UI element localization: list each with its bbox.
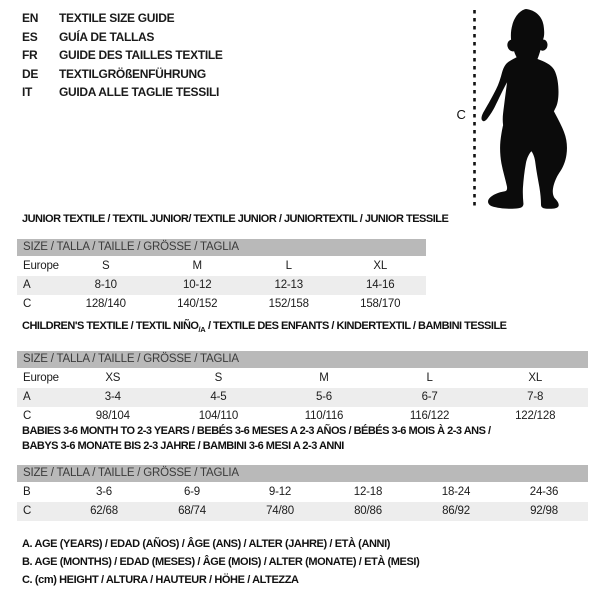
language-row-de — [22, 65, 223, 84]
language-title-block — [22, 9, 223, 102]
size-cell: 5-6 — [315, 391, 332, 403]
size-cell: 158/170 — [360, 298, 401, 310]
size-cell: 14-16 — [366, 279, 395, 291]
size-cell: 140/152 — [177, 298, 218, 310]
size-cell: 152/158 — [268, 298, 309, 310]
size-table-header: SIZE / TALLA / TAILLE / GRÖSSE / TAGLIA — [17, 239, 426, 256]
table-row-height — [17, 407, 588, 426]
size-cell: 104/110 — [198, 410, 239, 422]
size-table-header: SIZE / TALLA / TAILLE / GRÖSSE / TAGLIA — [17, 351, 588, 368]
size-cell: 3-4 — [104, 391, 121, 403]
row-label: A — [23, 391, 31, 403]
table-row-height — [17, 502, 588, 521]
size-cell: 7-8 — [527, 391, 544, 403]
section-title-children — [22, 320, 507, 334]
table-row-age — [17, 388, 588, 407]
table-row-age-months — [17, 483, 588, 502]
page-title-fr: GUIDE DES TAILLES TEXTILE — [59, 48, 223, 62]
size-cell: 3-6 — [95, 486, 113, 498]
size-cell: 80/86 — [354, 505, 382, 517]
page-title-it: GUIDA ALLE TAGLIE TESSILI — [59, 85, 220, 99]
row-label: C — [23, 298, 32, 310]
language-row-en — [22, 9, 223, 28]
size-cell: S — [102, 260, 110, 272]
table-row-europe — [17, 369, 588, 388]
size-cell: 62/68 — [90, 505, 118, 517]
size-cell: 122/128 — [515, 410, 556, 422]
row-label: A — [23, 279, 31, 291]
section-title-children-pre: CHILDREN'S TEXTILE / TEXTIL NIÑO — [22, 320, 199, 332]
language-code: FR — [22, 48, 38, 62]
footnote-c: C. (cm) HEIGHT / ALTURA / HAUTEUR / HÖHE / ALTEZZA — [22, 574, 299, 586]
table-row-age — [17, 276, 426, 295]
size-cell: XS — [105, 372, 121, 384]
size-cell: L — [285, 260, 292, 272]
size-cell: 9-12 — [268, 486, 292, 498]
section-title-children-sub: /A — [198, 325, 206, 335]
table-row-height — [17, 295, 426, 314]
size-cell: XL — [373, 260, 388, 272]
size-cell: 86/92 — [442, 505, 470, 517]
footnote-a: A. AGE (YEARS) / EDAD (AÑOS) / ÂGE (ANS) / ALTER (JAHRE) / ETÀ (ANNI) — [22, 538, 390, 550]
size-cell: M — [319, 372, 329, 384]
language-row-fr — [22, 46, 223, 65]
row-label: C — [23, 410, 32, 422]
size-cell: L — [426, 372, 433, 384]
size-cell: 12-18 — [353, 486, 383, 498]
size-cell: 68/74 — [178, 505, 206, 517]
section-title-babies-line2: BABYS 3-6 MONATE BIS 2-3 JAHRE / BAMBINI 3-6 MESI A 2-3 ANNI — [22, 440, 344, 452]
size-table-children — [17, 351, 588, 426]
table-row-europe — [17, 257, 426, 276]
size-cell: 98/104 — [95, 410, 130, 422]
language-row-es — [22, 28, 223, 47]
size-table-junior — [17, 239, 426, 314]
page-title-es: GUÍA DE TALLAS — [59, 29, 155, 44]
size-cell: 8-10 — [94, 279, 117, 291]
language-row-it — [22, 83, 223, 102]
row-label: C — [23, 505, 32, 517]
size-cell: 12-13 — [274, 279, 303, 291]
size-cell: XL — [528, 372, 543, 384]
page-title-en: TEXTILE SIZE GUIDE — [59, 11, 175, 25]
baby-silhouette-icon — [482, 9, 567, 209]
footnote-b: B. AGE (MONTHS) / EDAD (MESES) / ÂGE (MOIS) / ALTER (MONATE) / ETÀ (MESI) — [22, 556, 420, 568]
section-title-babies-line1: BABIES 3-6 MONTH TO 2-3 YEARS / BEBÉS 3-6 MESES A 2-3 AÑOS / BÉBÉS 3-6 MOIS À 2-3 ANS / — [22, 425, 491, 437]
language-code: ES — [22, 29, 38, 44]
size-cell: M — [192, 260, 202, 272]
size-cell: 74/80 — [266, 505, 294, 517]
size-cell: 92/98 — [530, 505, 558, 517]
language-code: EN — [22, 11, 39, 25]
row-label: Europe — [23, 372, 59, 384]
size-cell: 116/122 — [409, 410, 450, 422]
section-title-children-post: / TEXTILE DES ENFANTS / KINDERTEXTIL / BAMBINI TESSILE — [205, 320, 507, 332]
language-code: DE — [22, 66, 39, 81]
row-label: B — [23, 486, 31, 498]
size-cell: 4-5 — [210, 391, 227, 403]
page-title-de: TEXTILGRÖßENFÜHRUNG — [59, 66, 206, 81]
size-cell: 18-24 — [441, 486, 471, 498]
height-measure-label: C — [456, 107, 466, 122]
size-table-babies — [17, 465, 588, 521]
size-cell: 6-7 — [421, 391, 438, 403]
row-label: Europe — [23, 260, 59, 272]
size-cell: 24-36 — [529, 486, 559, 498]
language-code: IT — [22, 85, 33, 99]
size-cell: S — [214, 372, 223, 384]
size-cell: 110/116 — [304, 410, 344, 422]
size-table-header: SIZE / TALLA / TAILLE / GRÖSSE / TAGLIA — [17, 465, 588, 482]
section-title-junior: JUNIOR TEXTILE / TEXTIL JUNIOR/ TEXTILE JUNIOR / JUNIORTEXTIL / JUNIOR TESSILE — [22, 213, 449, 225]
size-cell: 6-9 — [183, 486, 201, 498]
size-cell: 128/140 — [85, 298, 126, 310]
size-cell: 10-12 — [183, 279, 212, 291]
